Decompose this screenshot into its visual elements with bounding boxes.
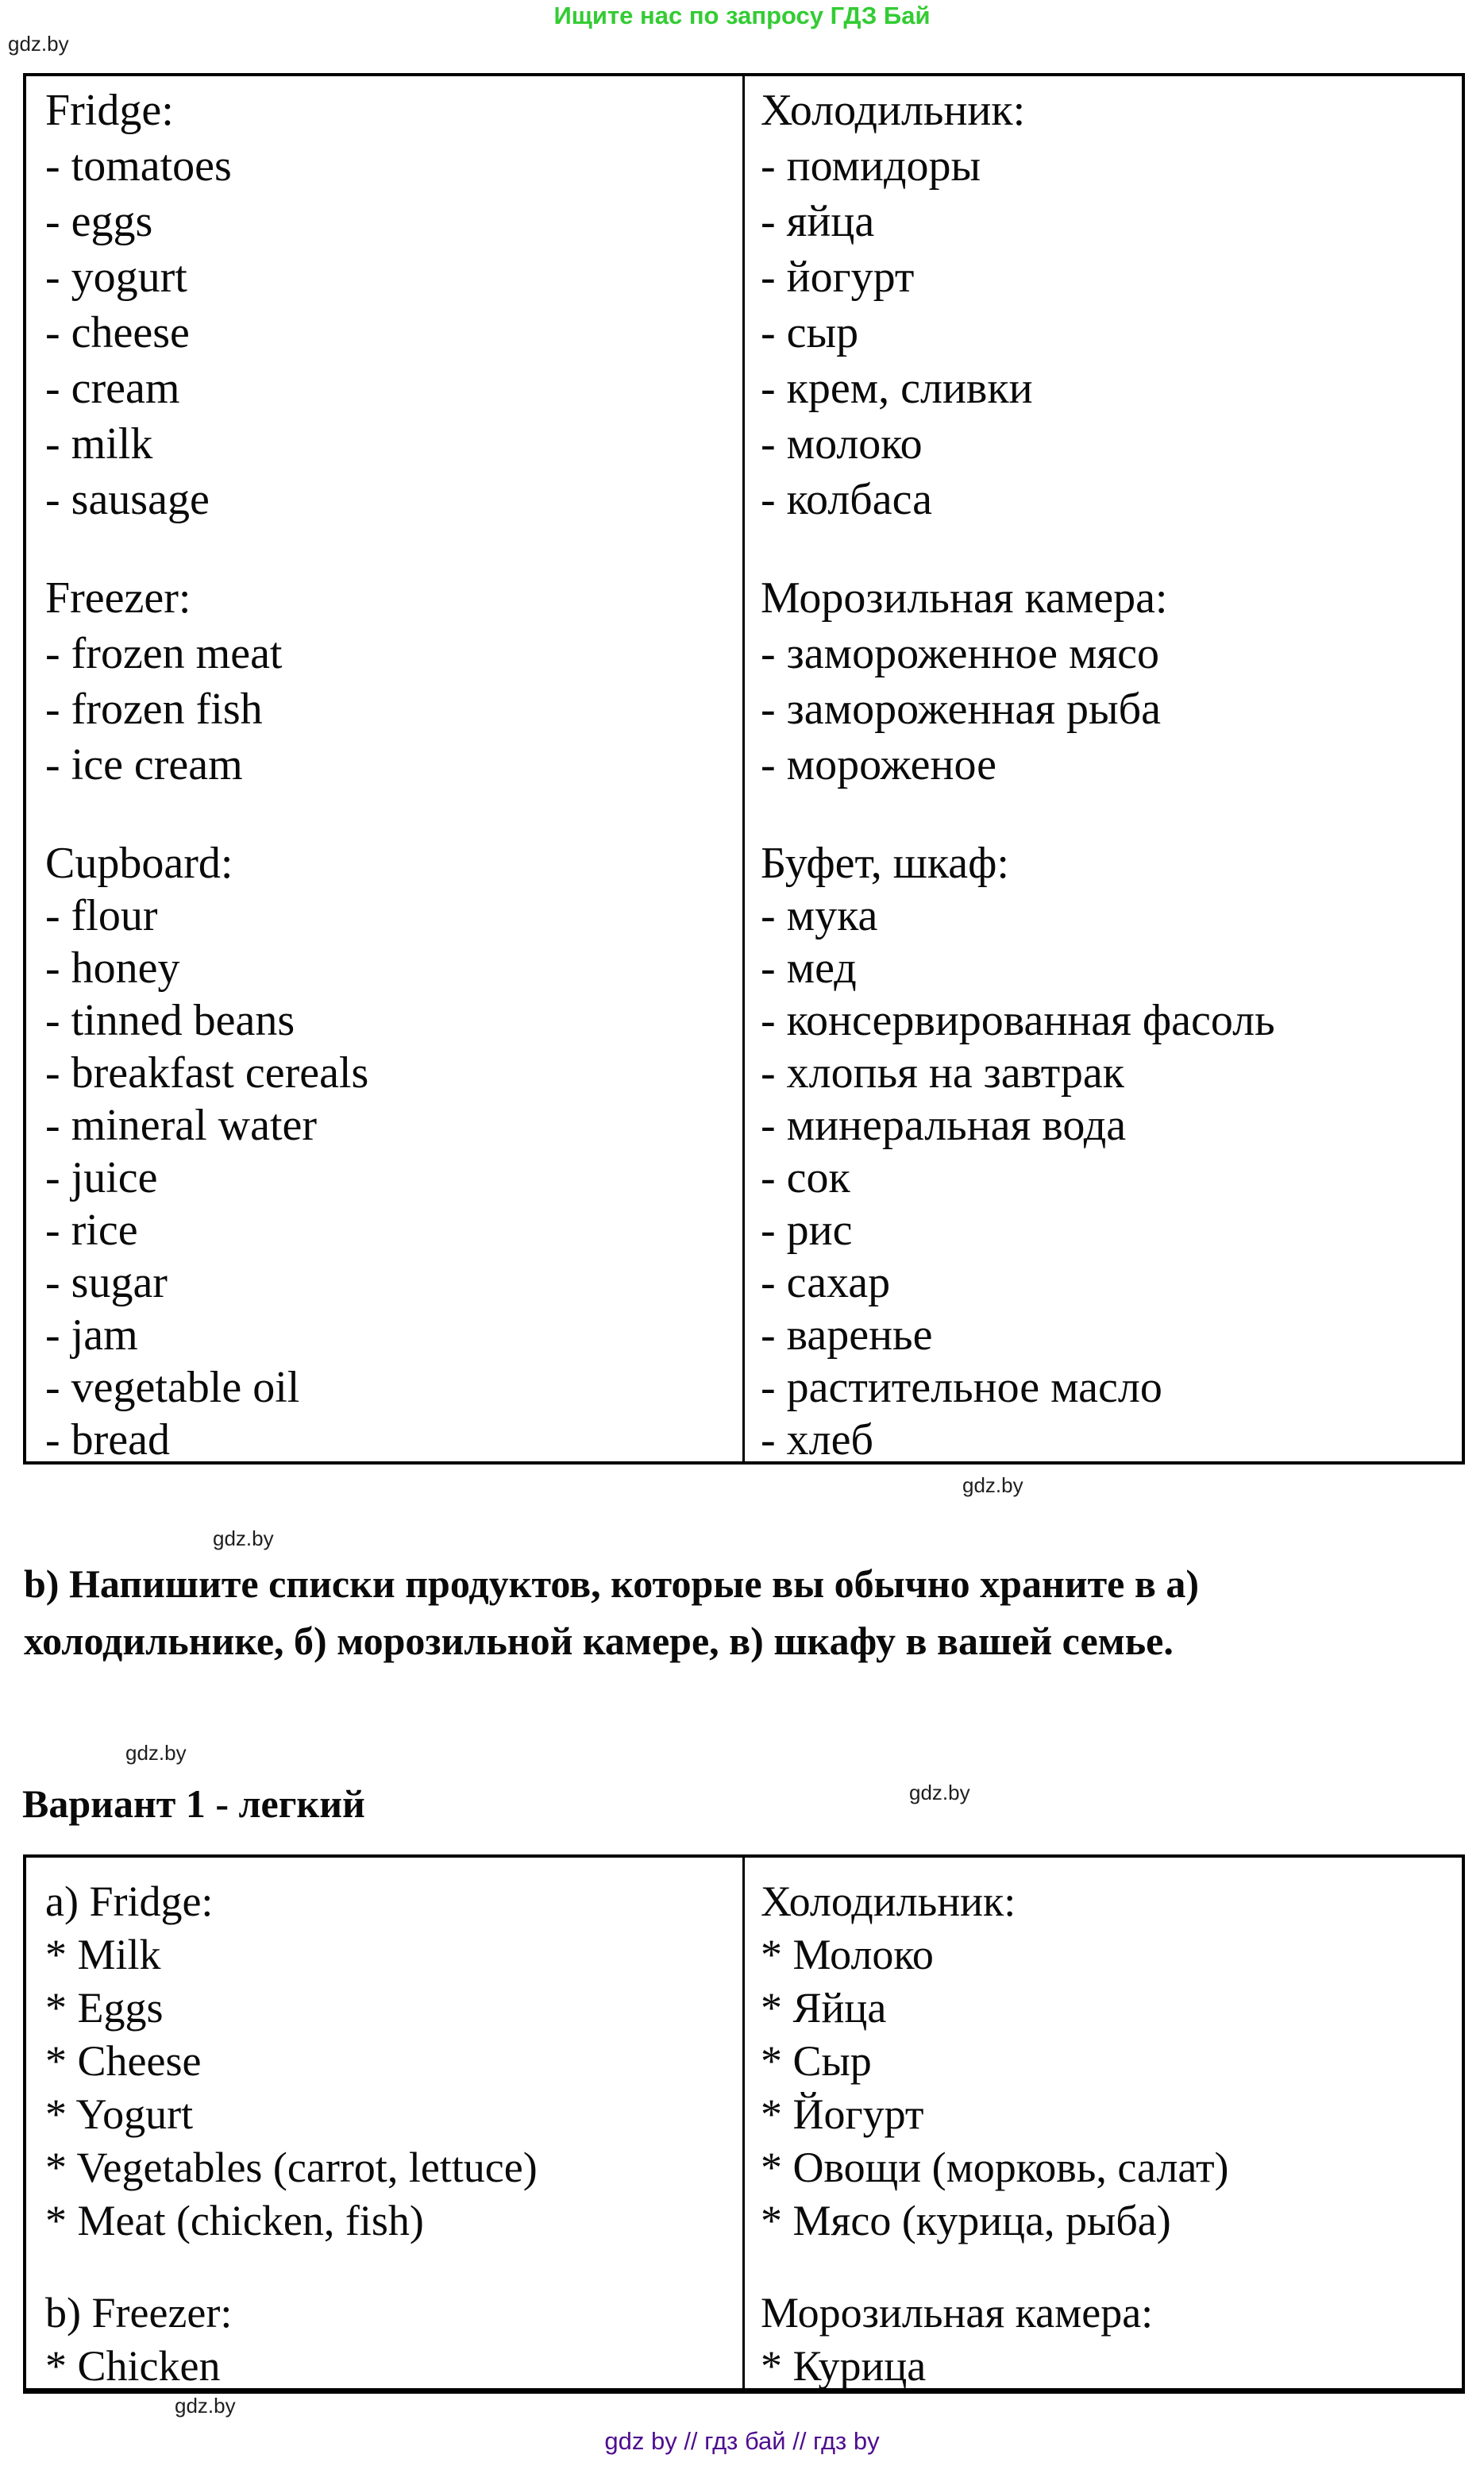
english-column <box>26 76 742 1465</box>
section-title: Морозильная камера: <box>761 573 1168 623</box>
list-item: - cheese <box>45 308 190 357</box>
list-item: - минеральная вода <box>761 1101 1127 1150</box>
list-item: - jam <box>45 1310 138 1360</box>
fridge-section-ru <box>745 83 1462 527</box>
fridge-answer-en <box>26 1875 742 2248</box>
list-item: * Овощи (морковь, салат) <box>761 2144 1229 2191</box>
list-item: - яйца <box>761 197 875 246</box>
section-title: b) Freezer: <box>45 2289 233 2337</box>
task-b-instruction <box>24 1555 1199 1669</box>
freezer-section-en <box>26 570 742 793</box>
variant1-answer-table <box>23 1854 1465 2394</box>
english-column <box>26 1858 742 2388</box>
list-item: - mineral water <box>45 1101 318 1150</box>
list-item: - молоко <box>761 419 923 469</box>
list-item: * Яйца <box>761 1984 887 2032</box>
watermark-gdzby: gdz.by <box>962 1473 1023 1497</box>
list-item: - хлеб <box>761 1415 873 1465</box>
list-item: - honey <box>45 944 180 993</box>
promo-header: Ищите нас по запросу ГДЗ Бай <box>553 2 931 29</box>
freezer-section-ru <box>745 570 1462 793</box>
list-item: - помидоры <box>761 141 981 191</box>
list-item: - ice cream <box>45 740 243 789</box>
list-item: - йогурт <box>761 253 915 302</box>
watermark-gdzby: gdz.by <box>125 1741 187 1765</box>
russian-column <box>745 76 1462 1465</box>
list-item: - cream <box>45 364 180 413</box>
list-item: - мед <box>761 944 857 993</box>
list-item: - мороженое <box>761 740 997 789</box>
list-item: - frozen meat <box>45 629 283 678</box>
list-item: - sausage <box>45 475 210 524</box>
list-item: * Йогурт <box>761 2090 924 2138</box>
vocabulary-table <box>23 73 1465 1465</box>
list-item: - breakfast cereals <box>45 1048 369 1098</box>
list-item: - крем, сливки <box>761 364 1033 413</box>
footer-site-line: gdz by // гдз бай // гдз by <box>604 2427 880 2455</box>
fridge-answer-ru <box>745 1875 1462 2248</box>
watermark-gdzby: gdz.by <box>909 1781 970 1804</box>
list-item: - сок <box>761 1153 850 1202</box>
section-title: Буфет, шкаф: <box>761 839 1009 888</box>
section-title: Fridge: <box>45 86 174 135</box>
watermark-gdzby: gdz.by <box>8 32 69 56</box>
list-item: * Eggs <box>45 1984 164 2032</box>
list-item: * Сыр <box>761 2037 872 2085</box>
list-item: - eggs <box>45 197 153 246</box>
section-title: Freezer: <box>45 573 191 623</box>
list-item: * Milk <box>45 1931 161 1978</box>
fridge-section-en <box>26 83 742 527</box>
list-item: * Курица <box>761 2342 927 2390</box>
watermark-gdzby: gdz.by <box>213 1526 274 1550</box>
watermark-gdzby: gdz.by <box>175 2394 236 2418</box>
list-item: - хлопья на завтрак <box>761 1048 1124 1098</box>
freezer-answer-en <box>26 2287 742 2393</box>
list-item: - flour <box>45 891 158 940</box>
variant-heading: Вариант 1 - легкий <box>22 1781 365 1826</box>
list-item: - yogurt <box>45 253 187 302</box>
cupboard-section-en <box>26 837 742 1466</box>
list-item: - tinned beans <box>45 996 295 1045</box>
list-item: * Молоко <box>761 1931 934 1978</box>
task-b-line2: холодильнике, б) морозильной камере, в) шкафу в вашей семье. <box>24 1619 1174 1663</box>
russian-column <box>745 1858 1462 2388</box>
list-item: - frozen fish <box>45 685 263 734</box>
section-title: Морозильная камера: <box>761 2289 1154 2337</box>
list-item: - растительное масло <box>761 1363 1162 1412</box>
list-item: - bread <box>45 1415 171 1465</box>
list-item: * Cheese <box>45 2037 202 2085</box>
section-title: Cupboard: <box>45 839 233 888</box>
list-item: * Meat (chicken, fish) <box>45 2197 424 2244</box>
section-title: a) Fridge: <box>45 1877 214 1925</box>
list-item: * Chicken <box>45 2342 221 2390</box>
list-item: - рис <box>761 1206 853 1255</box>
section-title: Холодильник: <box>761 86 1026 135</box>
cupboard-section-ru <box>745 837 1462 1466</box>
list-item: - сыр <box>761 308 859 357</box>
list-item: - juice <box>45 1153 158 1202</box>
list-item: - milk <box>45 419 153 469</box>
freezer-answer-ru <box>745 2287 1462 2393</box>
list-item: - rice <box>45 1206 138 1255</box>
list-item: - сахар <box>761 1258 891 1307</box>
list-item: - tomatoes <box>45 141 232 191</box>
list-item: * Vegetables (carrot, lettuce) <box>45 2144 538 2191</box>
list-item: - замороженная рыба <box>761 685 1161 734</box>
list-item: - мука <box>761 891 878 940</box>
list-item: - замороженное мясо <box>761 629 1160 678</box>
section-title: Холодильник: <box>761 1877 1016 1925</box>
list-item: - варенье <box>761 1310 933 1360</box>
task-b-line1: b) Напишите списки продуктов, которые вы обычно храните в а) <box>24 1561 1199 1606</box>
list-item: - vegetable oil <box>45 1363 300 1412</box>
list-item: * Yogurt <box>45 2090 194 2138</box>
list-item: * Мясо (курица, рыба) <box>761 2197 1171 2244</box>
list-item: - консервированная фасоль <box>761 996 1275 1045</box>
list-item: - sugar <box>45 1258 168 1307</box>
list-item: - колбаса <box>761 475 932 524</box>
